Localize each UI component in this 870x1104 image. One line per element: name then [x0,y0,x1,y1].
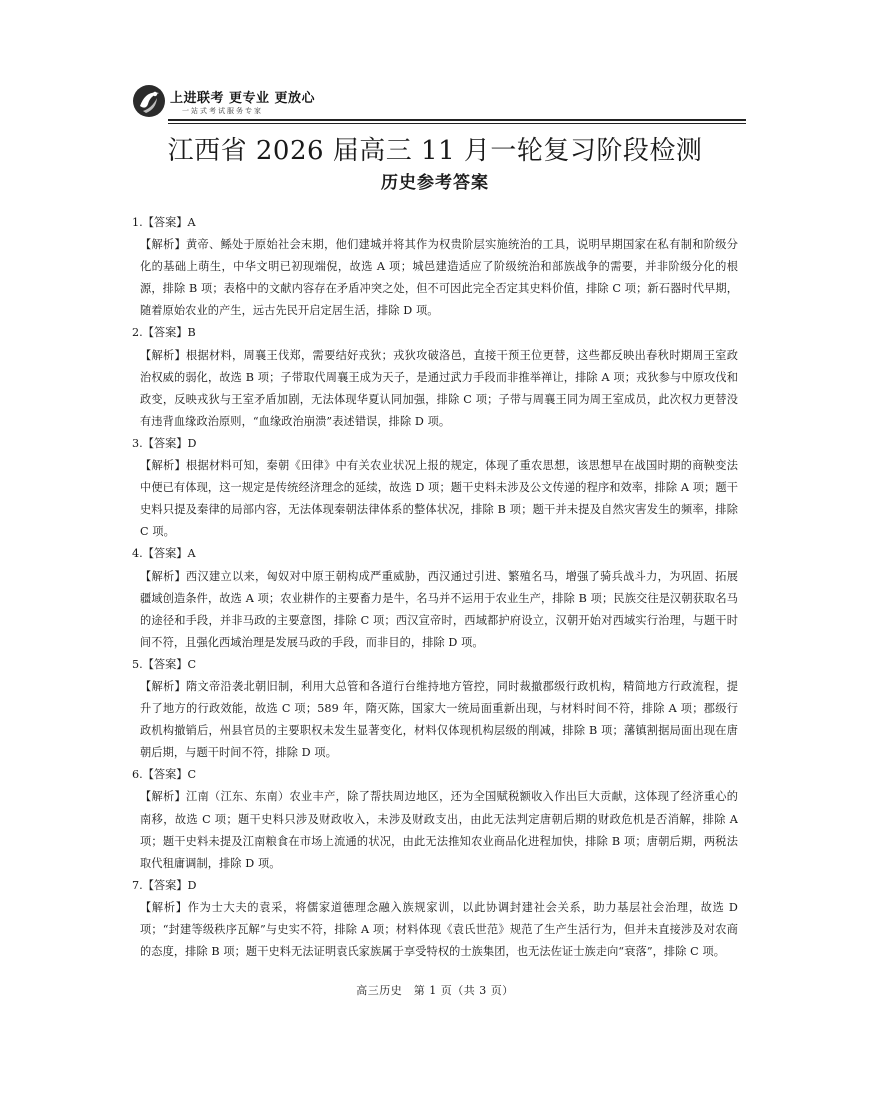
question-item [132,322,738,432]
answer-label: 【答案】B [142,326,196,340]
document-subtitle: 历史参考答案 [381,173,489,193]
question-item [132,654,738,764]
analysis-text: 【解析】黄帝、鲧处于原始社会末期，他们建城并将其作为权贵阶层实施统治的工具，说明早期国家在私有制和阶级分化的基础上萌生，中华文明已初现端倪，故选 A 项；城邑建造适应了阶级统治和部族战争的需要，并非阶级分化的根源，排除 B 项；表格中的文献内容存在矛盾冲突之处，但不可因此完全否定其史料价值，排除 C 项；新石器时代早期，随着原始农业的产生，远古先民开启定居生活，排除 D 项。 [140,238,738,318]
question-number: 4. [132,547,143,561]
question-number: 7. [132,878,143,892]
question-number: 2. [132,326,143,340]
brand-logo-icon [132,84,166,118]
question-item [132,433,738,543]
brand-tagline: 一站式考试服务专家 [182,107,263,115]
answer-label: 【答案】A [142,547,196,561]
answer-line [132,212,738,234]
answer-list [132,212,738,963]
analysis-text: 【解析】西汉建立以来，匈奴对中原王朝构成严重威胁，西汉通过引进、繁殖名马，增强了骑兵战斗力，为巩固、拓展疆域创造条件，故选 A 项；农业耕作的主要畜力是牛，名马并不运用于农业生产，排除 B 项；民族交往是汉朝获取名马的途径和手段，并非马政的主要意图，排除 C 项；西汉宣帝时，西域都护府设立，汉朝开始对西域实行治理，与题干时间不符，且强化西域治理是发展马政的手段，而非目的，排除 D 项。 [140,569,738,649]
header-divider [168,119,746,121]
answer-label: 【答案】D [142,878,197,892]
question-number: 1. [132,216,143,229]
question-item [132,875,738,963]
question-number: 3. [132,436,143,450]
answer-label: 【答案】A [142,216,196,229]
question-item [132,212,738,322]
answer-line [132,654,738,676]
page-footer: 高三历史 第 1 页（共 3 页） [356,984,514,997]
analysis-text: 【解析】根据材料可知，秦朝《田律》中有关农业状况上报的规定，体现了重农思想，该思想早在战国时期的商鞅变法中便已有体现，这一规定是传统经济理念的延续，故选 D 项；题干史料未涉及公文传递的程序和效率，排除 A 项；题干史料只提及秦律的局部内容，无法体现秦朝法律体系的整体状况，排除 B 项；题干并未提及自然灾害发生的频率，排除 C 项。 [140,459,738,539]
question-number: 6. [132,768,143,782]
answer-label: 【答案】C [142,657,196,671]
answer-line [132,875,738,897]
answer-line [132,543,738,565]
answer-label: 【答案】C [142,768,196,782]
analysis-text: 【解析】作为士大夫的袁采，将儒家道德理念融入族规家训，以此协调封建社会关系，助力基层社会治理，故选 D 项；“封建等级秩序瓦解”与史实不符，排除 A 项；材料体现《袁氏世范》规范了生产生活行为，但并未直接涉及对农商的态度，排除 B 项；题干史料无法证明袁氏家族属于享受特权的士族集团，也无法佐证士族走向“衰落”，排除 C 项。 [140,900,738,959]
answer-line [132,764,738,786]
analysis-text: 【解析】隋文帝沿袭北朝旧制，利用大总管和各道行台维持地方管控，同时裁撤郡级行政机构，精简地方行政流程，提升了地方的行政效能，故选 C 项；589 年，隋灭陈，国家大一统局面重新出现，与材料时间不符，排除 A 项；郡级行政机构撤销后，州县官员的主要职权未发生显著变化，材料仅体现机构层级的削减，排除 B 项；藩镇割据局面出现在唐朝后期，与题干时间不符，排除 D 项。 [140,679,738,760]
answer-label: 【答案】D [142,436,197,450]
header-divider-thin [168,123,746,124]
answer-line [132,322,738,344]
brand-slogan: 上进联考 更专业 更放心 [170,91,316,106]
answer-line [132,433,738,455]
analysis-text: 【解析】根据材料，周襄王伐郑，需要结好戎狄；戎狄攻破洛邑，直接干预王位更替，这些都反映出春秋时期周王室政治权威的弱化，故选 B 项；子带取代周襄王成为天子，是通过武力手段而非推举禅让，排除 A 项；戎狄参与中原攻伐和政变，反映戎狄与王室矛盾加剧，无法体现华夏认同加强，排除 C 项；子带与周襄王同为周王室成员，此次权力更替没有违背血缘政治原则，“血缘政治崩溃”表述错误，排除 D 项。 [140,348,738,428]
analysis-text: 【解析】江南（江东、东南）农业丰产，除了帮扶周边地区，还为全国赋税额收入作出巨大贡献，这体现了经济重心的南移，故选 C 项；题干史料只涉及财政收入，未涉及财政支出，由此无法判定唐朝后期的财政危机是否消解，排除 A 项；题干史料未提及江南粮食在市场上流通的状况，由此无法推知农业商品化进程加快，排除 B 项；唐朝后期，两税法取代租庸调制，排除 D 项。 [140,790,738,870]
header [130,82,745,122]
question-number: 5. [132,657,143,671]
question-item [132,543,738,653]
question-item [132,764,738,874]
document-title: 江西省 2026 届高三 11 月一轮复习阶段检测 [167,136,703,166]
